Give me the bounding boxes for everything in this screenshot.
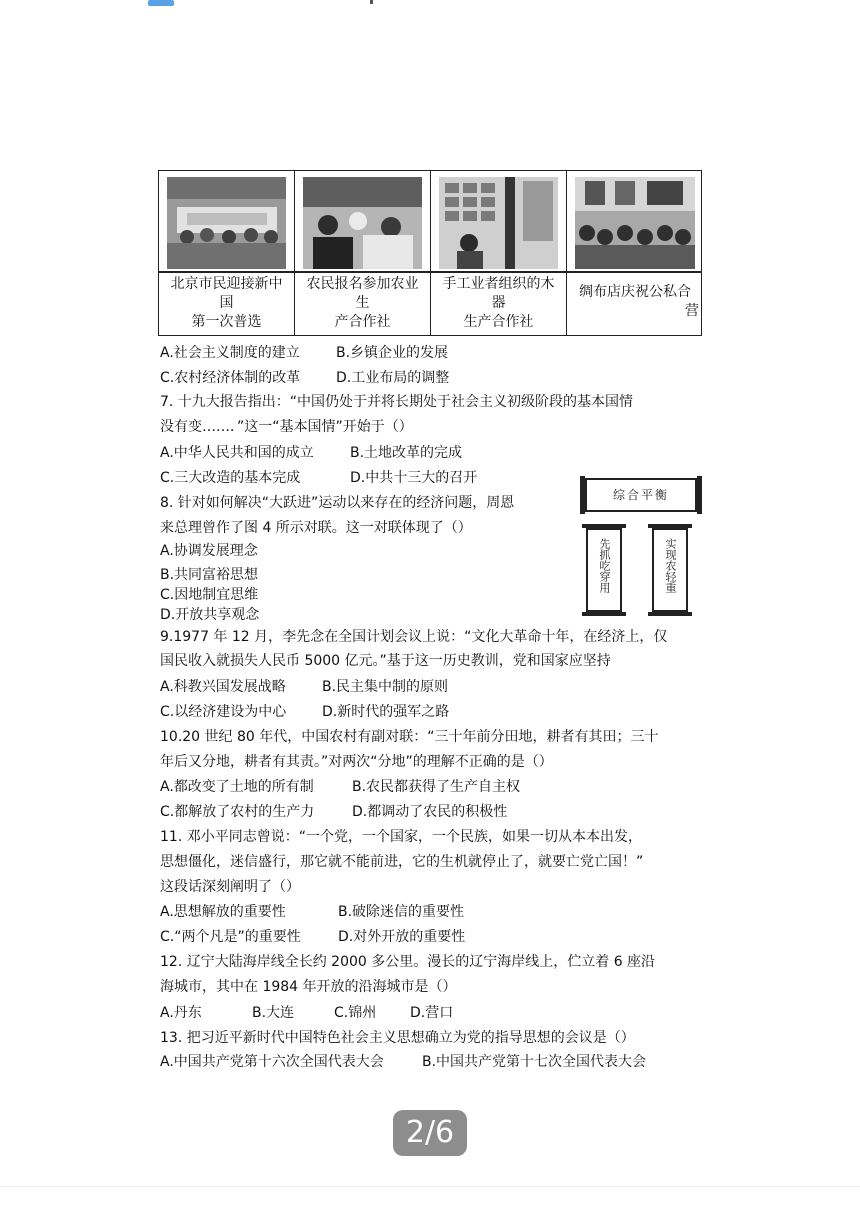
option-a[interactable]: A.科教兴国发展战略: [160, 679, 286, 695]
couplet-right-scroll: [652, 528, 688, 612]
option-c[interactable]: C.农村经济体制的改革: [160, 370, 301, 386]
option-b[interactable]: B.土地改革的完成: [350, 445, 463, 461]
question-7-text: 没有变……．”这一“基本国情”开始于（）: [160, 419, 413, 435]
option-b[interactable]: B.共同富裕思想: [160, 567, 259, 583]
option-c[interactable]: C.“两个凡是”的重要性: [160, 929, 301, 945]
option-c[interactable]: C.以经济建设为中心: [160, 704, 287, 720]
photo-election: [167, 177, 286, 269]
photo-caption: [295, 275, 430, 332]
option-c[interactable]: C.锦州: [334, 1005, 377, 1021]
couplet-left-text: 先抓吃穿用: [598, 538, 611, 593]
photo-cooperative: [303, 177, 422, 269]
option-d[interactable]: D.中共十三大的召开: [350, 470, 478, 486]
caption-line: 生产合作社: [463, 314, 534, 330]
question-13-text: 13. 把习近平新时代中国特色社会主义思想确立为党的指导思想的会议是（）: [160, 1030, 635, 1046]
option-a[interactable]: A.社会主义制度的建立: [160, 345, 300, 361]
caption-line: 手工业者组织的木: [442, 276, 555, 292]
option-a[interactable]: A.中国共产党第十六次全国代表大会: [160, 1054, 384, 1070]
couplet-left-scroll: [586, 528, 622, 612]
caption-line: 第一次普选: [191, 314, 262, 330]
question-9-text: 9.1977 年 12 月，李先念在全国计划会议上说：“文化大革命十年，在经济上，仅: [160, 629, 668, 645]
caption-line: 北京市民迎接新中: [170, 276, 283, 292]
option-a[interactable]: A.思想解放的重要性: [160, 904, 286, 920]
caption-line: 产合作社: [334, 314, 391, 330]
option-c[interactable]: C.都解放了农村的生产力: [160, 804, 315, 820]
question-9-text: 国民收入就损失人民币 5000 亿元。”基于这一历史教训，党和国家应坚持: [160, 653, 611, 669]
caption-line: 绸布店庆祝公私合: [579, 284, 691, 300]
option-a[interactable]: A.都改变了土地的所有制: [160, 779, 314, 795]
couplet-top-text: 综合平衡: [612, 488, 669, 502]
photo-table: [158, 170, 702, 336]
question-10-text: 年后又分地，耕者有其责。”对两次“分地”的理解不正确的是（）: [160, 754, 553, 770]
couplet-top-scroll: [585, 478, 697, 512]
option-c[interactable]: C.因地制宜思维: [160, 587, 259, 603]
photo-cell: [295, 171, 431, 335]
option-b[interactable]: B.农民都获得了生产自主权: [352, 779, 521, 795]
option-d[interactable]: D.对外开放的重要性: [338, 929, 466, 945]
option-b[interactable]: B.乡镇企业的发展: [336, 345, 449, 361]
question-12-text: 海城市，其中在 1984 年开放的沿海城市是（）: [160, 979, 457, 995]
caption-line: 国: [219, 295, 234, 311]
photo-handicraft: [439, 177, 558, 269]
photo-caption: [159, 275, 294, 332]
option-a[interactable]: A.丹东: [160, 1005, 202, 1021]
caption-line: 器: [491, 295, 506, 311]
question-7-text: 7. 十九大报告指出：“中国仍处于并将长期处于社会主义初级阶段的基本国情: [160, 394, 634, 410]
couplet-right-text: 实现农轻重: [664, 538, 677, 593]
caption-line: 生: [355, 295, 370, 311]
caption-line: 营: [685, 303, 699, 319]
question-11-text: 11. 邓小平同志曾说：“一个党，一个国家，一个民族，如果一切从本本出发，: [160, 829, 642, 845]
option-d[interactable]: D.工业布局的调整: [336, 370, 450, 386]
option-a[interactable]: A.中华人民共和国的成立: [160, 445, 314, 461]
option-d[interactable]: D.开放共享观念: [160, 607, 260, 623]
option-b[interactable]: B.大连: [252, 1005, 295, 1021]
option-d[interactable]: D.营口: [410, 1005, 454, 1021]
photo-caption: [567, 283, 703, 321]
question-10-text: 10.20 世纪 80 年代，中国农村有副对联：“三十年前分田地，耕者有其田；三十: [160, 729, 659, 745]
top-blue-mark: [148, 0, 174, 6]
option-d[interactable]: D.新时代的强军之路: [322, 704, 450, 720]
option-b[interactable]: B.民主集中制的原则: [322, 679, 449, 695]
photo-joint-venture: [575, 177, 695, 269]
photo-cell: [431, 171, 567, 335]
option-a[interactable]: A.协调发展理念: [160, 543, 258, 559]
option-b[interactable]: B.破除迷信的重要性: [338, 904, 465, 920]
bottom-divider: [0, 1186, 860, 1187]
option-c[interactable]: C.三大改造的基本完成: [160, 470, 301, 486]
top-dot: [370, 0, 373, 4]
option-d[interactable]: D.都调动了农民的积极性: [352, 804, 508, 820]
question-11-text: 这段话深刻阐明了（）: [160, 879, 300, 895]
page-indicator: 2/6: [393, 1110, 467, 1156]
question-8-text: 来总理曾作了图 4 所示对联。这一对联体现了（）: [160, 520, 472, 536]
caption-line: 农民报名参加农业: [306, 276, 419, 292]
photo-caption: [431, 275, 566, 332]
photo-cell: [567, 171, 703, 335]
question-8-text: 8. 针对如何解决“大跃进”运动以来存在的经济问题，周恩: [160, 495, 515, 511]
option-b[interactable]: B.中国共产党第十七次全国代表大会: [422, 1054, 647, 1070]
question-12-text: 12. 辽宁大陆海岸线全长约 2000 多公里。漫长的辽宁海岸线上，伫立着 6 座沿: [160, 954, 656, 970]
photo-cell: [159, 171, 295, 335]
question-11-text: 思想僵化，迷信盛行，那它就不能前进，它的生机就停止了，就要亡党亡国！”: [160, 854, 644, 870]
